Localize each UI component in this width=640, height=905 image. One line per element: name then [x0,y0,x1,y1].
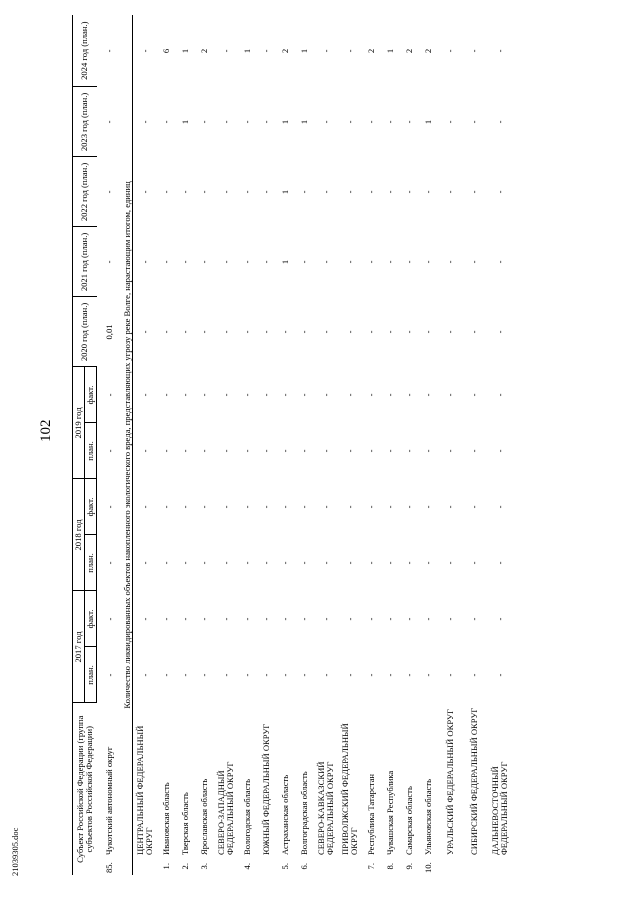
value-cell: - [344,260,355,264]
value-cell: - [366,617,377,621]
subject-name: Ярославская область [199,778,210,855]
value-cell: - [344,330,355,334]
value-cell: 1 [423,119,434,125]
value-cell: 2 [280,48,291,54]
district-row [214,15,238,875]
value-cell: - [280,393,291,397]
value-cell: - [320,190,331,194]
value-cell: - [385,120,396,124]
value-cell: - [261,617,272,621]
value-cell: - [299,260,310,264]
page-number: 102 [38,419,54,442]
row-number [438,859,462,875]
value-cell: - [139,617,150,621]
value-cell: 2 [366,48,377,54]
year-header-2024: 2024 год (план.) [73,15,97,87]
value-cell: - [423,505,434,509]
row-number: 4. [242,863,253,870]
value-cell: - [139,49,150,53]
value-cell: - [139,673,150,677]
table-row [276,15,295,875]
value-cell: - [468,260,479,264]
value-cell: - [344,190,355,194]
value-cell: - [199,120,210,124]
value-cell: - [220,190,231,194]
value-cell: - [320,330,331,334]
value-cell: - [280,330,291,334]
value-cell: - [161,617,172,621]
row-number [314,859,338,875]
value-cell: - [242,260,253,264]
table-row [419,15,438,875]
value-cell: - [220,449,231,453]
table-row [362,15,381,875]
plan-subheader: план. [85,535,97,591]
row-number [486,859,514,875]
subject-name: Ульяновская область [423,779,434,855]
value-cell: - [385,393,396,397]
value-cell: - [344,617,355,621]
value-cell: - [423,330,434,334]
value-cell: - [444,49,455,53]
district-row [486,15,514,875]
value-cell: - [161,505,172,509]
value-cell: - [468,561,479,565]
plan-subheader: план. [85,423,97,479]
value-cell: - [423,561,434,565]
value-cell: - [104,393,115,397]
value-cell: - [385,561,396,565]
value-cell: - [242,673,253,677]
value-cell: - [139,330,150,334]
value-cell: - [199,330,210,334]
value-cell: - [220,120,231,124]
value-cell: - [299,449,310,453]
value-cell: - [104,561,115,565]
value-cell: - [444,561,455,565]
value-cell: - [180,505,191,509]
value-cell: - [320,260,331,264]
value-cell: - [220,673,231,677]
value-cell: - [494,49,505,53]
value-cell: - [280,505,291,509]
value-cell: - [199,505,210,509]
value-cell: 1 [280,189,291,195]
value-cell: - [385,330,396,334]
value-cell: - [199,449,210,453]
value-cell: - [494,617,505,621]
value-cell: - [299,190,310,194]
table-row [195,15,214,875]
value-cell: - [366,561,377,565]
value-cell: - [104,673,115,677]
value-cell: - [320,449,331,453]
value-cell: - [366,260,377,264]
value-cell: - [199,190,210,194]
row-number [257,859,276,875]
value-cell: - [344,673,355,677]
value-cell: - [404,330,415,334]
value-cell: 1 [280,119,291,125]
row-number: 1. [161,863,172,870]
value-cell: - [161,561,172,565]
district-name: ПРИВОЛЖСКИЙ ФЕДЕРАЛЬНЫЙ ОКРУГ [340,723,360,855]
value-cell: - [366,393,377,397]
value-cell: - [404,260,415,264]
value-cell: - [320,561,331,565]
value-cell: - [468,190,479,194]
value-cell: - [139,393,150,397]
value-cell: - [299,330,310,334]
value-cell: - [494,190,505,194]
value-cell: - [320,505,331,509]
district-row [438,15,462,875]
value-cell: - [261,260,272,264]
value-cell: - [494,330,505,334]
value-cell: - [280,449,291,453]
value-cell: - [104,190,115,194]
year-header-2020: 2020 год (план.) [73,297,97,367]
value-cell: - [444,120,455,124]
value-cell: - [299,673,310,677]
value-cell: - [366,673,377,677]
value-cell: - [180,617,191,621]
table-row [381,15,400,875]
value-cell: - [220,330,231,334]
value-cell: 6 [161,48,172,54]
value-cell: - [366,449,377,453]
district-name: СИБИРСКИЙ ФЕДЕРАЛЬНЫЙ ОКРУГ [468,707,479,855]
value-cell: - [199,617,210,621]
subject-column-header: Субъект Российской Федерации (группа субъектов Российской Федерации) [73,703,97,875]
subject-name: Волгоградская область [299,771,310,855]
value-cell: 1 [299,119,310,125]
row-number [462,859,486,875]
value-cell: - [280,561,291,565]
value-cell: - [404,617,415,621]
table-row [400,15,419,875]
value-cell: - [320,617,331,621]
value-cell: - [385,449,396,453]
value-cell: - [468,617,479,621]
row-number: 7. [366,863,377,870]
value-cell: - [139,505,150,509]
value-cell: - [180,561,191,565]
value-cell: - [404,505,415,509]
table-body [97,15,515,875]
value-cell: - [423,260,434,264]
row-number: 6. [299,863,310,870]
indicator-table [72,15,514,875]
subject-name: Тверская область [180,792,191,855]
district-name: ДАЛЬНЕВОСТОЧНЫЙ ФЕДЕРАЛЬНЫЙ ОКРУГ [490,761,510,855]
value-cell: - [366,190,377,194]
value-cell: - [180,260,191,264]
value-cell: - [161,120,172,124]
value-cell: 1 [280,259,291,265]
value-cell: - [344,120,355,124]
value-cell: - [366,505,377,509]
value-cell: - [139,449,150,453]
value-cell: - [468,330,479,334]
value-cell: - [242,190,253,194]
value-cell: - [242,120,253,124]
value-cell: - [444,673,455,677]
value-cell: - [494,673,505,677]
value-cell: - [299,505,310,509]
value-cell: - [161,449,172,453]
district-name: ЮЖНЫЙ ФЕДЕРАЛЬНЫЙ ОКРУГ [261,723,272,855]
value-cell: - [242,505,253,509]
value-cell: 1 [180,119,191,125]
district-name: СЕВЕРО-КАВКАЗСКИЙ ФЕДЕРАЛЬНЫЙ ОКРУГ [316,761,336,855]
fact-subheader: факт. [85,591,97,647]
value-cell: - [104,617,115,621]
value-cell: 1 [180,48,191,54]
plan-subheader: план. [85,647,97,703]
value-cell: - [180,393,191,397]
district-name: УРАЛЬСКИЙ ФЕДЕРАЛЬНЫЙ ОКРУГ [444,709,455,855]
value-cell: - [161,673,172,677]
year-header-2019: 2019 год [73,367,85,479]
value-cell: - [344,393,355,397]
year-header-2023: 2023 год (план.) [73,87,97,157]
rotated-table-container [72,15,620,875]
row-number: 10. [423,862,434,873]
value-cell: - [494,449,505,453]
value-cell: - [468,393,479,397]
value-cell: - [261,505,272,509]
value-cell: - [320,49,331,53]
year-header-2017: 2017 год [73,591,85,703]
value-cell: - [104,120,115,124]
value-cell: - [468,673,479,677]
row-number [214,859,238,875]
value-cell: - [220,393,231,397]
table-row [157,15,176,875]
value-cell: - [299,393,310,397]
value-cell: 2 [404,48,415,54]
document-file-name: 21039305.doc [10,827,20,876]
value-cell: - [320,393,331,397]
value-cell: - [444,393,455,397]
subject-name: Самарская область [404,786,415,855]
value-cell: - [494,561,505,565]
value-cell: - [261,120,272,124]
value-cell: - [161,330,172,334]
value-cell: - [161,260,172,264]
value-cell: - [242,330,253,334]
value-cell: 1 [242,48,253,54]
value-cell: 1 [385,48,396,54]
value-cell: - [139,561,150,565]
value-cell: - [385,673,396,677]
value-cell: - [423,673,434,677]
subject-name: Вологодская область [242,778,253,855]
value-cell: - [494,393,505,397]
value-cell: - [320,120,331,124]
district-row [462,15,486,875]
value-cell: - [139,260,150,264]
value-cell: - [104,260,115,264]
value-cell: - [385,260,396,264]
value-cell: - [199,393,210,397]
value-cell: - [444,330,455,334]
value-cell: 2 [199,48,210,54]
value-cell: - [280,617,291,621]
value-cell: - [385,617,396,621]
subject-name: Ивановская область [161,782,172,855]
value-cell: - [242,617,253,621]
value-cell: - [423,393,434,397]
value-cell: - [344,449,355,453]
fact-subheader: факт. [85,479,97,535]
district-row [338,15,362,875]
value-cell: - [220,617,231,621]
row-number [338,859,362,875]
value-cell: - [423,617,434,621]
value-cell: - [139,190,150,194]
value-cell: - [161,393,172,397]
subject-name: Чувашская Республика [385,770,396,855]
value-cell: - [261,330,272,334]
value-cell: - [366,330,377,334]
table-row [97,15,124,875]
value-cell: 0,01 [104,324,115,340]
table-row [295,15,314,875]
table-header [73,15,97,875]
year-header-2018: 2018 год [73,479,85,591]
indicator-title: Количество ликвидированных объектов накопленного экологического вреда, представляющих угрозу реке Волге, нарастающим итогом, единиц [123,15,133,875]
value-cell: - [220,505,231,509]
value-cell: - [199,260,210,264]
value-cell: - [404,673,415,677]
value-cell: - [404,120,415,124]
row-number [133,859,158,875]
row-number: 9. [404,863,415,870]
subject-name: Республика Татарстан [366,773,377,855]
value-cell: - [261,673,272,677]
district-name: СЕВЕРО-ЗАПАДНЫЙ ФЕДЕРАЛЬНЫЙ ОКРУГ [216,761,236,855]
value-cell: - [366,120,377,124]
year-header-2022: 2022 год (план.) [73,157,97,227]
row-number: 5. [280,863,291,870]
value-cell: - [220,49,231,53]
indicator-title-row [123,15,133,875]
value-cell: - [344,505,355,509]
value-cell: - [299,617,310,621]
value-cell: - [494,120,505,124]
value-cell: - [404,393,415,397]
value-cell: - [220,260,231,264]
value-cell: - [444,505,455,509]
row-number: 8. [385,863,396,870]
value-cell: - [344,561,355,565]
value-cell: - [423,449,434,453]
district-row [133,15,158,875]
value-cell: - [404,190,415,194]
value-cell: - [385,190,396,194]
value-cell: - [261,449,272,453]
district-row [314,15,338,875]
value-cell: - [444,190,455,194]
subject-name: Астраханская область [280,774,291,855]
value-cell: 1 [299,48,310,54]
table-row [238,15,257,875]
value-cell: - [404,449,415,453]
value-cell: - [199,561,210,565]
value-cell: - [494,505,505,509]
value-cell: - [104,49,115,53]
value-cell: - [220,561,231,565]
value-cell: - [444,617,455,621]
value-cell: - [180,330,191,334]
value-cell: - [242,561,253,565]
value-cell: - [444,260,455,264]
value-cell: - [199,673,210,677]
value-cell: - [104,505,115,509]
district-name: ЦЕНТРАЛЬНЫЙ ФЕДЕРАЛЬНЫЙ ОКРУГ [135,725,155,855]
subject-name: Чукотский автономный округ [104,746,115,855]
district-row [257,15,276,875]
value-cell: - [468,49,479,53]
value-cell: - [180,673,191,677]
value-cell: - [242,393,253,397]
year-header-2021: 2021 год (план.) [73,227,97,297]
row-number: 85. [104,862,115,873]
value-cell: - [280,673,291,677]
row-number: 3. [199,863,210,870]
value-cell: - [385,505,396,509]
value-cell: - [423,190,434,194]
value-cell: - [180,449,191,453]
value-cell: - [494,260,505,264]
value-cell: - [180,190,191,194]
value-cell: - [261,561,272,565]
value-cell: 2 [423,48,434,54]
value-cell: - [320,673,331,677]
value-cell: - [404,561,415,565]
value-cell: - [139,120,150,124]
value-cell: - [261,190,272,194]
row-number: 2. [180,863,191,870]
value-cell: - [104,449,115,453]
fact-subheader: факт. [85,367,97,423]
value-cell: - [468,449,479,453]
value-cell: - [161,190,172,194]
value-cell: - [344,49,355,53]
value-cell: - [242,449,253,453]
value-cell: - [444,449,455,453]
value-cell: - [468,505,479,509]
value-cell: - [261,49,272,53]
table-row [176,15,195,875]
value-cell: - [299,561,310,565]
value-cell: - [468,120,479,124]
value-cell: - [261,393,272,397]
